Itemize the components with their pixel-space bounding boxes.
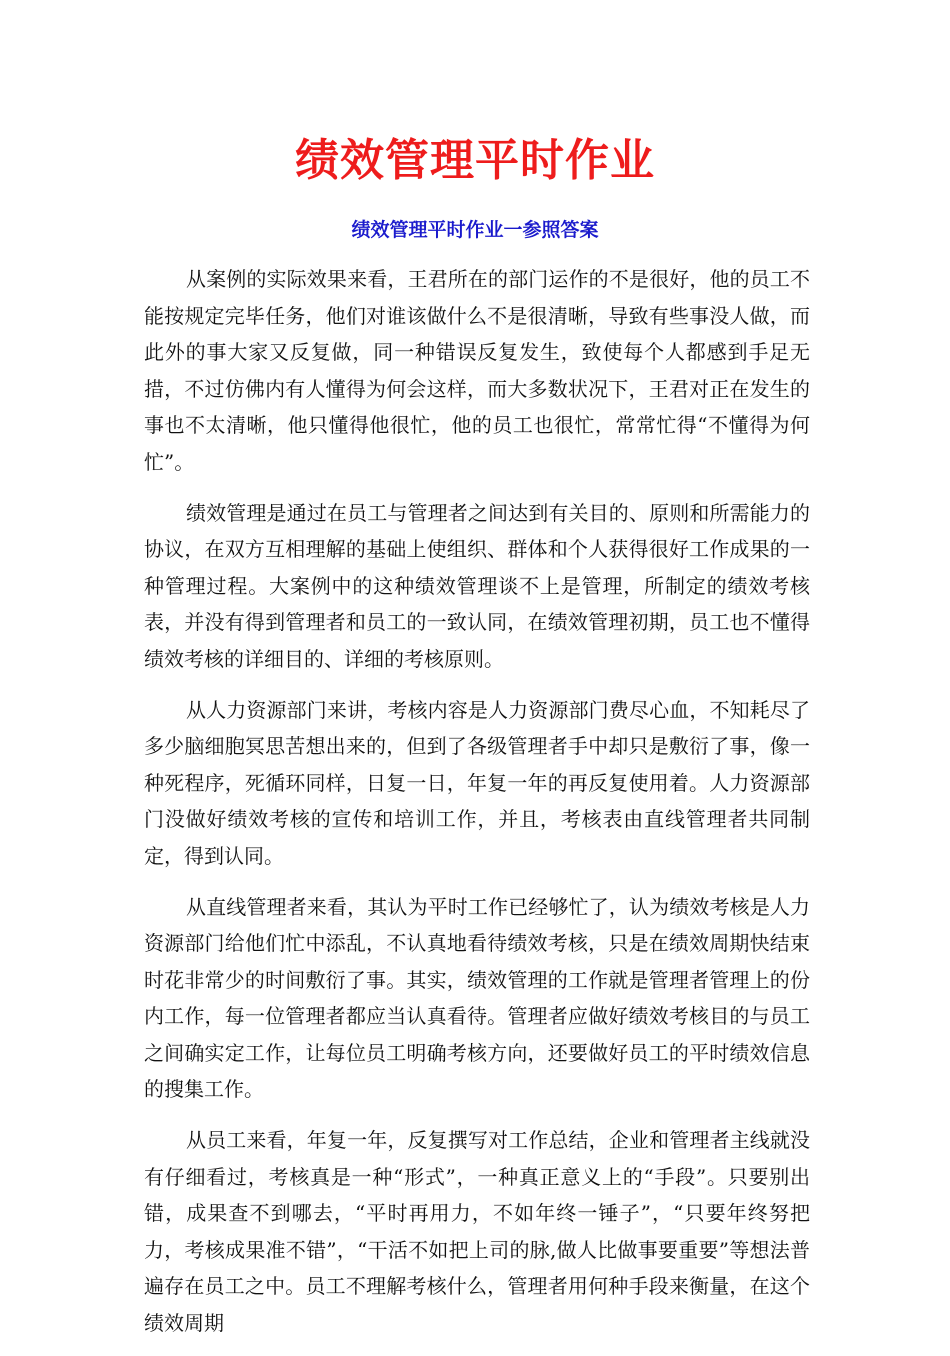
body-paragraph: 从员工来看，年复一年，反复撰写对工作总结，企业和管理者主线就没有仔细看过，考核真是一种“形式”，一种真正意义上的“手段”。只要别出错，成果查不到哪去，“平时再用力，不如年终一锤子”，“只要年终努把力，考核成果准不错”，“干活不如把上司的脉,做人比做事要重要”等想法普遍存在员工之中。员工不理解考核什么，管理者用何种手段来衡量，在这个绩效周期: [144, 1128, 810, 1336]
body-paragraph: 从案例的实际效果来看，王君所在的部门运作的不是很好，他的员工不能按规定完毕任务，他们对谁该做什么不是很清晰，导致有些事没人做，而此外的事大家又反复做，同一种错误反复发生，致使每个人都感到手足无措，不过仿佛内有人懂得为何会这样，而大多数状况下，王君对正在发生的事也不太清晰，他只懂得他很忙，他的员工也很忙，常常忙得“不懂得为何忙”。: [144, 267, 810, 474]
document-title: 绩效管理平时作业: [295, 135, 655, 186]
body-paragraph: 从人力资源部门来讲，考核内容是人力资源部门费尽心血，不知耗尽了多少脑细胞冥思苦想出来的，但到了各级管理者手中却只是敷衍了事，像一种死程序，死循环同样，日复一日，年复一年的再反复使用着。人力资源部门没做好绩效考核的宣传和培训工作，并且，考核表由直线管理者共同制定，得到认同。: [144, 697, 810, 868]
body-paragraph: 绩效管理是通过在员工与管理者之间达到有关目的、原则和所需能力的协议，在双方互相理解的基础上使组织、群体和个人获得很好工作成果的一种管理过程。大案例中的这种绩效管理谈不上是管理，所制定的绩效考核表，并没有得到管理者和员工的一致认同，在绩效管理初期，员工也不懂得绩效考核的详细目的、详细的考核原则。: [144, 500, 810, 671]
document-body: [144, 261, 810, 1356]
body-paragraph: 从直线管理者来看，其认为平时工作已经够忙了，认为绩效考核是人力资源部门给他们忙中添乱，不认真地看待绩效考核，只是在绩效周期快结束时花非常少的时间敷衍了事。其实，绩效管理的工作就是管理者管理上的份内工作，每一位管理者都应当认真看待。管理者应做好绩效考核目的与员工之间确实定工作，让每位员工明确考核方向，还要做好员工的平时绩效信息的搜集工作。: [144, 894, 810, 1102]
document-subtitle: 绩效管理平时作业一参照答案: [351, 219, 599, 241]
